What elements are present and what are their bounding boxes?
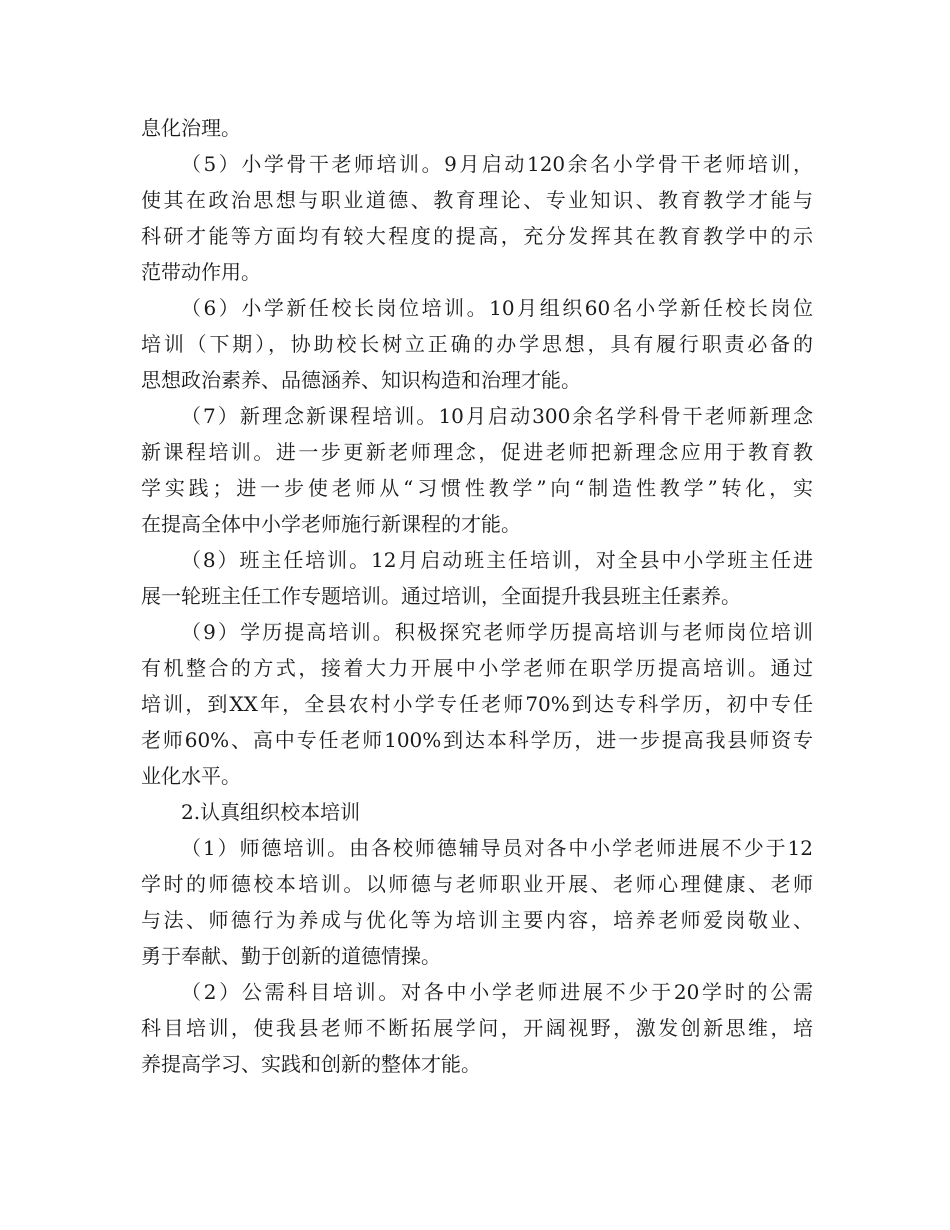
text-line: （5）小学骨干老师培训。9月启动120余名小学骨干老师培训， <box>181 152 813 176</box>
text-line: 展一轮班主任工作专题培训。通过培训，全面提升我县班主任素养。 <box>141 584 741 608</box>
text-line: 思想政治素养、品德涵养、知识构造和治理才能。 <box>141 368 581 392</box>
text-line: 有机整合的方式，接着大力开展中小学老师在职学历提高培训。通过 <box>141 656 813 680</box>
text-line: （9）学历提高培训。积极探究老师学历提高培训与老师岗位培训 <box>181 620 813 644</box>
text-line: （2）公需科目培训。对各中小学老师进展不少于20学时的公需 <box>181 980 813 1004</box>
text-line: （1）师德培训。由各校师德辅导员对各中小学老师进展不少于12 <box>181 836 813 860</box>
text-line: 老师60%、高中专任老师100%到达本科学历，进一步提高我县师资专 <box>141 728 813 752</box>
text-line: 科目培训，使我县老师不断拓展学问，开阔视野，激发创新思维，培 <box>141 1016 813 1040</box>
text-line: 业化水平。 <box>141 764 241 788</box>
text-line: 培训（下期），协助校长树立正确的办学思想，具有履行职责必备的 <box>141 332 813 356</box>
text-line: 2.认真组织校本培训 <box>181 800 361 824</box>
text-line: 新课程培训。进一步更新老师理念，促进老师把新理念应用于教育教 <box>141 440 813 464</box>
text-line: 范带动作用。 <box>141 260 261 284</box>
text-line: （7）新理念新课程培训。10月启动300余名学科骨干老师新理念 <box>181 404 813 428</box>
text-line: 使其在政治思想与职业道德、教育理论、专业知识、教育教学才能与 <box>141 188 813 212</box>
text-line: 勇于奉献、勤于创新的道德情操。 <box>141 944 441 968</box>
text-line: 学实践；进一步使老师从“习惯性教学”向“制造性教学”转化，实 <box>141 476 813 500</box>
text-line: （8）班主任培训。12月启动班主任培训，对全县中小学班主任进 <box>181 548 813 572</box>
text-line: 息化治理。 <box>141 116 241 140</box>
text-line: 养提高学习、实践和创新的整体才能。 <box>141 1052 481 1076</box>
document-body <box>141 110 813 1082</box>
text-line: 科研才能等方面均有较大程度的提高，充分发挥其在教育教学中的示 <box>141 224 813 248</box>
text-line: 学时的师德校本培训。以师德与老师职业开展、老师心理健康、老师 <box>141 872 813 896</box>
text-line: 培训，到XX年，全县农村小学专任老师70%到达专科学历，初中专任 <box>141 692 813 716</box>
text-line: 与法、师德行为养成与优化等为培训主要内容，培养老师爱岗敬业、 <box>141 908 813 932</box>
text-line: （6）小学新任校长岗位培训。10月组织60名小学新任校长岗位 <box>181 296 813 320</box>
text-line: 在提高全体中小学老师施行新课程的才能。 <box>141 512 521 536</box>
